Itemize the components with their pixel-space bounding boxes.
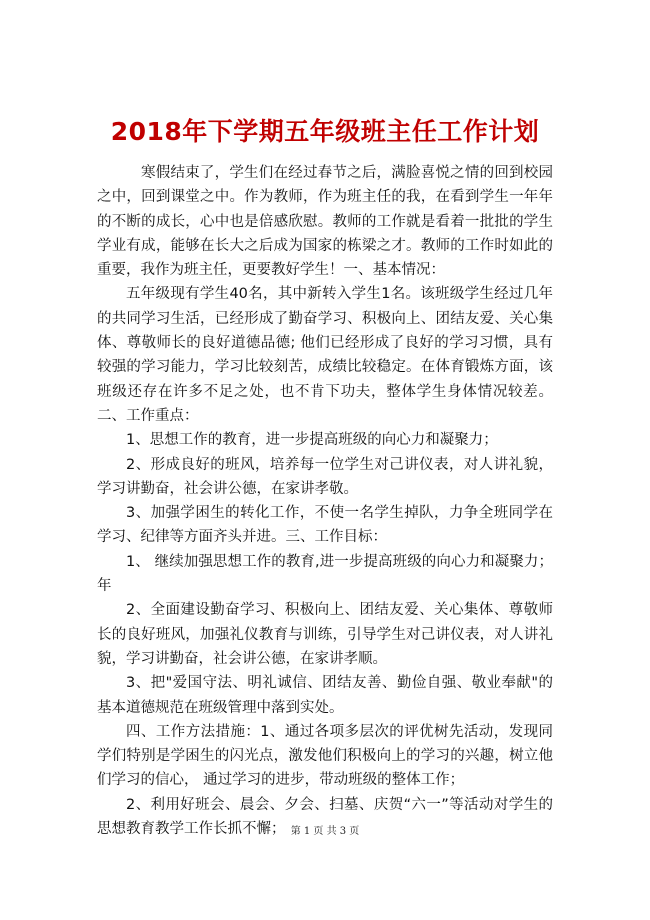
paragraph-focus-2: 2、形成良好的班风，培养每一位学生对己讲仪表，对人讲礼貌，学习讲勤奋，社会讲公德，在家讲孝敬。 xyxy=(97,456,553,497)
paragraph-method-1: 四、工作方法措施：1、通过各项多层次的评优树先活动，发现同学们特别是学困生的闪光点，激发他们积极向上的学习的兴趣，树立他们学习的信心， 通过学习的进步，带动班级的整体工作； xyxy=(97,723,553,789)
document-body xyxy=(97,161,553,841)
paragraph-goal-3: 3、把"爱国守法、明礼诚信、团结友善、勤俭自强、敬业奉献"的基本道德规范在班级管理中落到实处。 xyxy=(97,675,553,716)
paragraph-basic-situation: 五年级现有学生40名，其中新转入学生1名。该班级学生经过几年的共同学习生活，已经形成了勤奋学习、积极向上、团结友爱、关心集体、尊敬师长的良好道德品德; 他们已经形成了良好的学习习惯，具有较强的学习能力，学习比较刻苦，成绩比较稳定。在体育锻炼方面，该班级还存在许多不足之处，也不肯下功夫，整体学生身体情况较差。二、工作重点： xyxy=(97,286,553,424)
paragraph-method-2: 2、利用好班会、晨会、夕会、扫墓、庆贺“六一”等活动对学生的思想教育教学工作长抓不懈； xyxy=(97,796,553,838)
paragraph-focus-3: 3、加强学困生的转化工作，不使一名学生掉队，力争全班同学在学习、纪律等方面齐头并进。三、工作目标： xyxy=(97,505,553,546)
paragraph-goal-1: 1、 继续加强思想工作的教育,进一步提高班级的向心力和凝聚力；年 xyxy=(97,553,553,595)
paragraph-focus-1: 1、思想工作的教育，进一步提高班级的向心力和凝聚力； xyxy=(126,432,498,449)
paragraph-intro: 寒假结束了，学生们在经过春节之后，满脸喜悦之情的回到校园之中，回到课堂之中。作为教师，作为班主任的我，在看到学生一年年的不断的成长，心中也是倍感欣慰。教师的工作就是看着一批批的学生学业有成，能够在长大之后成为国家的栋梁之才。教师的工作时如此的重要，我作为班主任，更要教好学生！一、基本情况： xyxy=(97,165,553,279)
page-number-footer: 第 1 页 共 3 页 xyxy=(290,826,360,837)
paragraph-goal-2: 2、全面建设勤奋学习、积极向上、团结友爱、关心集体、尊敬师长的良好班风，加强礼仪教育与训练，引导学生对己讲仪表，对人讲礼貌，学习讲勤奋，社会讲公德，在家讲孝顺。 xyxy=(97,602,553,667)
document-title: 2018年下学期五年级班主任工作计划 xyxy=(110,117,540,146)
